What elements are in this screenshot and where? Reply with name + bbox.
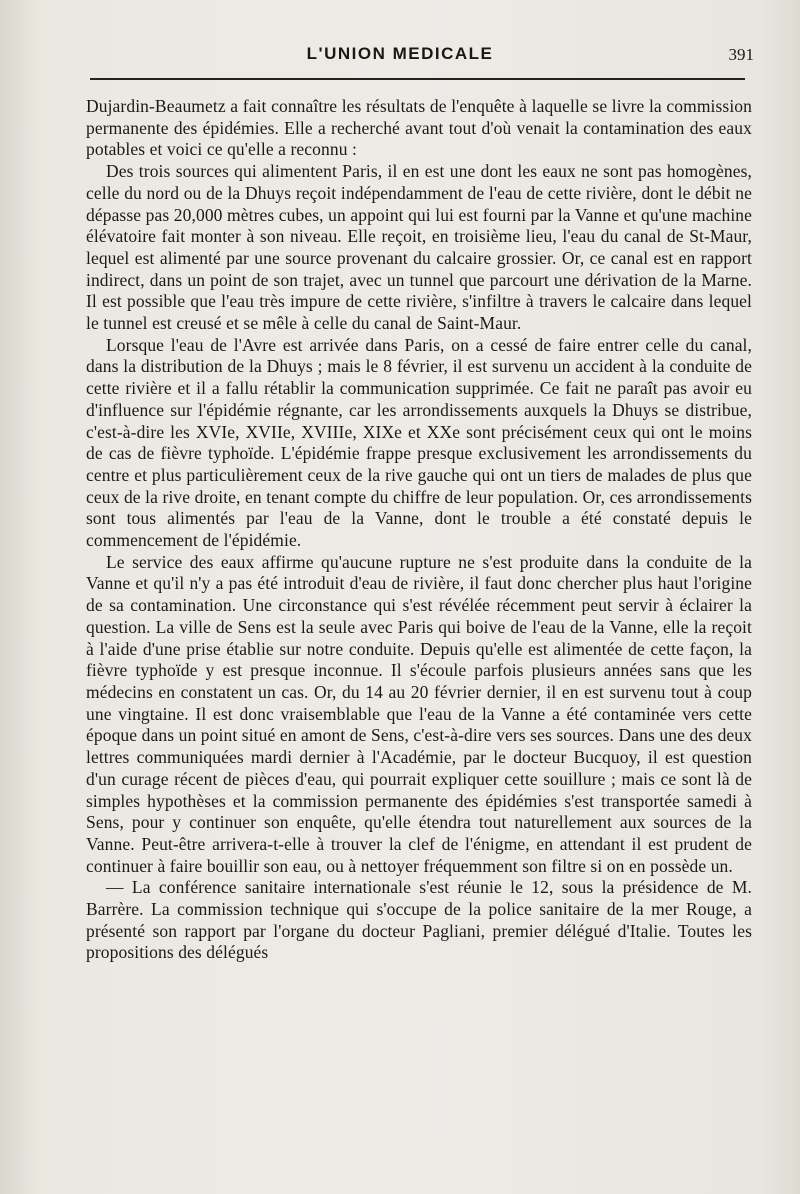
page-number: 391 [728, 45, 754, 64]
paragraph-2: Des trois sources qui alimentent Paris, il en est une dont les eaux ne sont pas homogènes, celle du nord ou de la Dhuys reçoit indépendamment de l'eau de cette rivière, dont le débit ne dépasse pas 20,000 mètres cubes, un appoint qui lui est fourni par la Vanne et qu'une machine élévatoire fait monter à son niveau. Elle reçoit, en troisième lieu, l'eau du canal de St-Maur, lequel est alimenté par une source provenant du calcaire grossier. Or, ce canal est en rapport indirect, dans un point de son trajet, avec un tunnel que parcourt une dérivation de la Marne. Il est possible que l'eau très impure de cette rivière, s'infiltre à travers le calcaire dans lequel le tunnel est creusé et se mêle à celle du canal de Saint-Maur. [86, 161, 752, 334]
paragraph-4: Le service des eaux affirme qu'aucune rupture ne s'est produite dans la conduite de la Vanne et qu'il n'y a pas été introduit d'eau de rivière, il faut donc chercher plus haut l'origine de sa contamination. Une circonstance qui s'est révélée récemment peut servir à éclairer la question. La ville de Sens est la seule avec Paris qui boive de l'eau de la Vanne, elle la reçoit à l'aide d'une prise établie sur notre conduite. Depuis qu'elle est alimentée de cette façon, la fièvre typhoïde y est presque inconnue. Il s'écoule parfois plusieurs années sans que les médecins en constatent un cas. Or, du 14 au 20 février dernier, il en est survenu tout à coup une vingtaine. Il est donc vraisemblable que l'eau de la Vanne a été contaminée vers cette époque dans un point situé en amont de Sens, c'est-à-dire vers ses sources. Dans une des deux lettres communiquées mardi dernier à l'Académie, par le docteur Bucquoy, il est question d'un curage récent de pièces d'eau, qui pourrait expliquer cette souillure ; mais ce sont là de simples hypothèses et la commission permanente des épidémies s'est transportée samedi à Sens, pour y continuer son enquête, qu'elle étendra tout naturellement aux sources de la Vanne. Peut-être arrivera-t-elle à trouver la clef de l'énigme, en attendant il est prudent de continuer à faire bouillir son eau, ou à nettoyer fréquemment son filtre si on en possède un. [86, 551, 752, 876]
paragraph-5: — La conférence sanitaire internationale s'est réunie le 12, sous la présidence de M. Barrère. La commission technique qui s'occupe de la police sanitaire de la mer Rouge, a présenté son rapport par l'organe du docteur Pagliani, premier délégué d'Italie. Toutes les propositions des délégués [86, 877, 752, 963]
article-body [86, 96, 752, 964]
paragraph-1: Dujardin-Beaumetz a fait connaître les résultats de l'enquête à laquelle se livre la commission permanente des épidémies. Elle a recherché avant tout d'où venait la contamination des eaux potables et voici ce qu'elle a reconnu : [86, 96, 752, 160]
running-title: L'UNION MEDICALE [306, 44, 494, 63]
paragraph-3: Lorsque l'eau de l'Avre est arrivée dans Paris, on a cessé de faire entrer celle du canal, dans la distribution de la Dhuys ; mais le 8 février, il est survenu un accident à la conduite de cette rivière et il a fallu rétablir la communication supprimée. Ce fait ne paraît pas avoir eu d'influence sur l'épidémie régnante, car les arrondissements auxquels la Dhuys se distribue, c'est-à-dire les XVIe, XVIIe, XVIIIe, XIXe et XXe sont précisément ceux qui ont le moins de cas de fièvre typhoïde. L'épidémie frappe presque exclusivement les arrondissements du centre et plus particulièrement ceux de la rive gauche qui ont un tiers de malades de plus que ceux de la rive droite, en tenant compte du chiffre de leur population. Or, ces arrondissements sont tous alimentés par l'eau de la Vanne, dont le trouble a été constaté depuis le commencement de l'épidémie. [86, 334, 752, 551]
header-rule [90, 78, 745, 80]
page-header [0, 44, 800, 72]
